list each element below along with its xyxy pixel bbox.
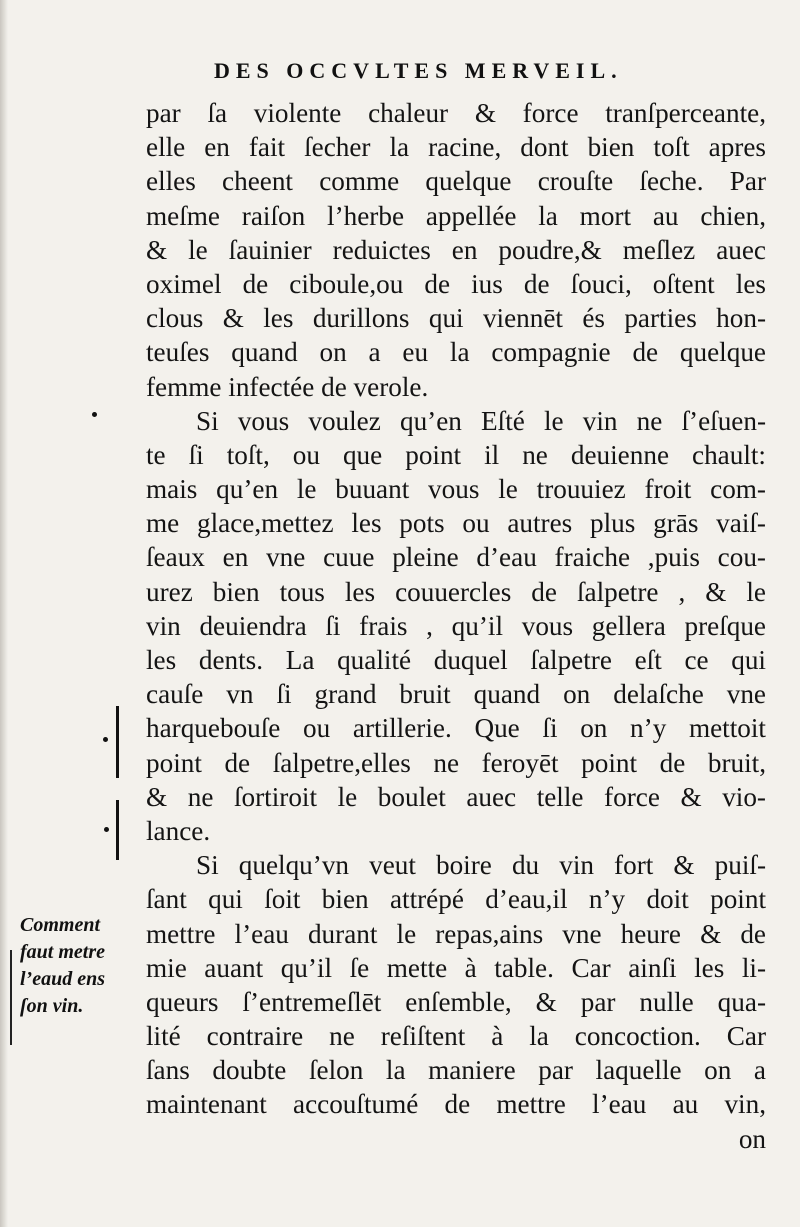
text-line: femme infectée de verole. [146, 371, 429, 402]
text-line: cauſe vn ſi grand bruit quand on delaſche vne [146, 679, 766, 710]
text-line: mettre l’eau durant le repas,ains vne heure & de [146, 918, 766, 949]
text-line: queurs ſ’entremeſlēt enſemble, & par nulle qua- [146, 986, 766, 1017]
page-gutter-shadow [0, 0, 8, 1227]
text-line: & ne ſortiroit le boulet auec telle force & vio- [146, 781, 766, 812]
margin-note-line: faut metre [20, 941, 105, 963]
text-line: teuſes quand on a eu la compagnie de quelque [146, 337, 766, 368]
running-head: DES OCCVLTES MERVEIL. [214, 58, 623, 83]
margin-dot-mark [103, 737, 108, 742]
text-line: harquebouſe ou artillerie. Que ſi on n’y mettoit [146, 713, 766, 744]
text-line: maintenant accouſtumé de mettre l’eau au vin, [146, 1089, 766, 1120]
text-line: oximel de ciboule,ou de ius de ſouci, oſtent les [146, 268, 766, 299]
text-line: point de ſalpetre,elles ne feroyēt point de bruit, [146, 747, 766, 778]
margin-bracket-mark [116, 706, 119, 778]
text-line: lité contraire ne reſiſtent à la concoction. Car [146, 1021, 766, 1052]
margin-note-line: ſon vin. [20, 995, 84, 1017]
text-line: lance. [146, 815, 211, 846]
text-line: te ſi toſt, ou que point il ne deuienne chault: [146, 439, 766, 470]
text-line: vin deuiendra ſi frais , qu’il vous gellera preſque [146, 610, 766, 641]
text-line: mais qu’en le buuant vous le trouuiez froit com- [146, 474, 766, 505]
text-line: les dents. La qualité duquel ſalpetre eſt ce qui [146, 645, 766, 675]
text-line: meſme raiſon l’herbe appellée la mort au chien, [146, 200, 766, 231]
margin-bracket-mark [116, 800, 119, 860]
text-line: ſeaux en vne cuue pleine d’eau fraiche ,puis cou- [146, 542, 766, 573]
text-line: mie auant qu’il ſe mette à table. Car ainſi les li- [146, 952, 766, 983]
text-line: elles cheent comme quelque crouſte ſeche. Par [146, 166, 766, 197]
paragraph-start-line: Si quelqu’vn veut boire du vin fort & puiſ- [196, 850, 766, 881]
text-line: ſant qui ſoit bien attrépé d’eau,il n’y doit point [146, 884, 766, 915]
text-line: urez bien tous les couuercles de ſalpetre , & le [146, 576, 766, 607]
margin-note-line: l’eaud ens [20, 968, 105, 990]
text-line: elle en fait ſecher la racine, dont bien toſt apres [146, 132, 766, 163]
text-line: ſans doubte ſelon la maniere par laquelle on a [146, 1055, 766, 1086]
paragraph-start-line: Si vous voulez qu’en Eſté le vin ne ſ’eſuen- [196, 405, 766, 436]
text-line: clous & les durillons qui viennēt és parties hon- [146, 303, 766, 334]
margin-note-line: Comment [20, 914, 101, 936]
margin-note-rule [10, 950, 12, 1045]
margin-dot-mark [104, 827, 109, 832]
catchword: on [738, 1123, 766, 1154]
margin-dot-mark [92, 412, 97, 417]
margin-note [20, 912, 146, 1020]
text-line: par ſa violente chaleur & force tranſperceante, [146, 98, 766, 128]
body-text [146, 96, 766, 1156]
text-line: me glace,mettez les pots ou autres plus grās vaiſ- [146, 508, 766, 539]
text-line: & le ſauinier reduictes en poudre,& meſlez auec [146, 234, 766, 265]
